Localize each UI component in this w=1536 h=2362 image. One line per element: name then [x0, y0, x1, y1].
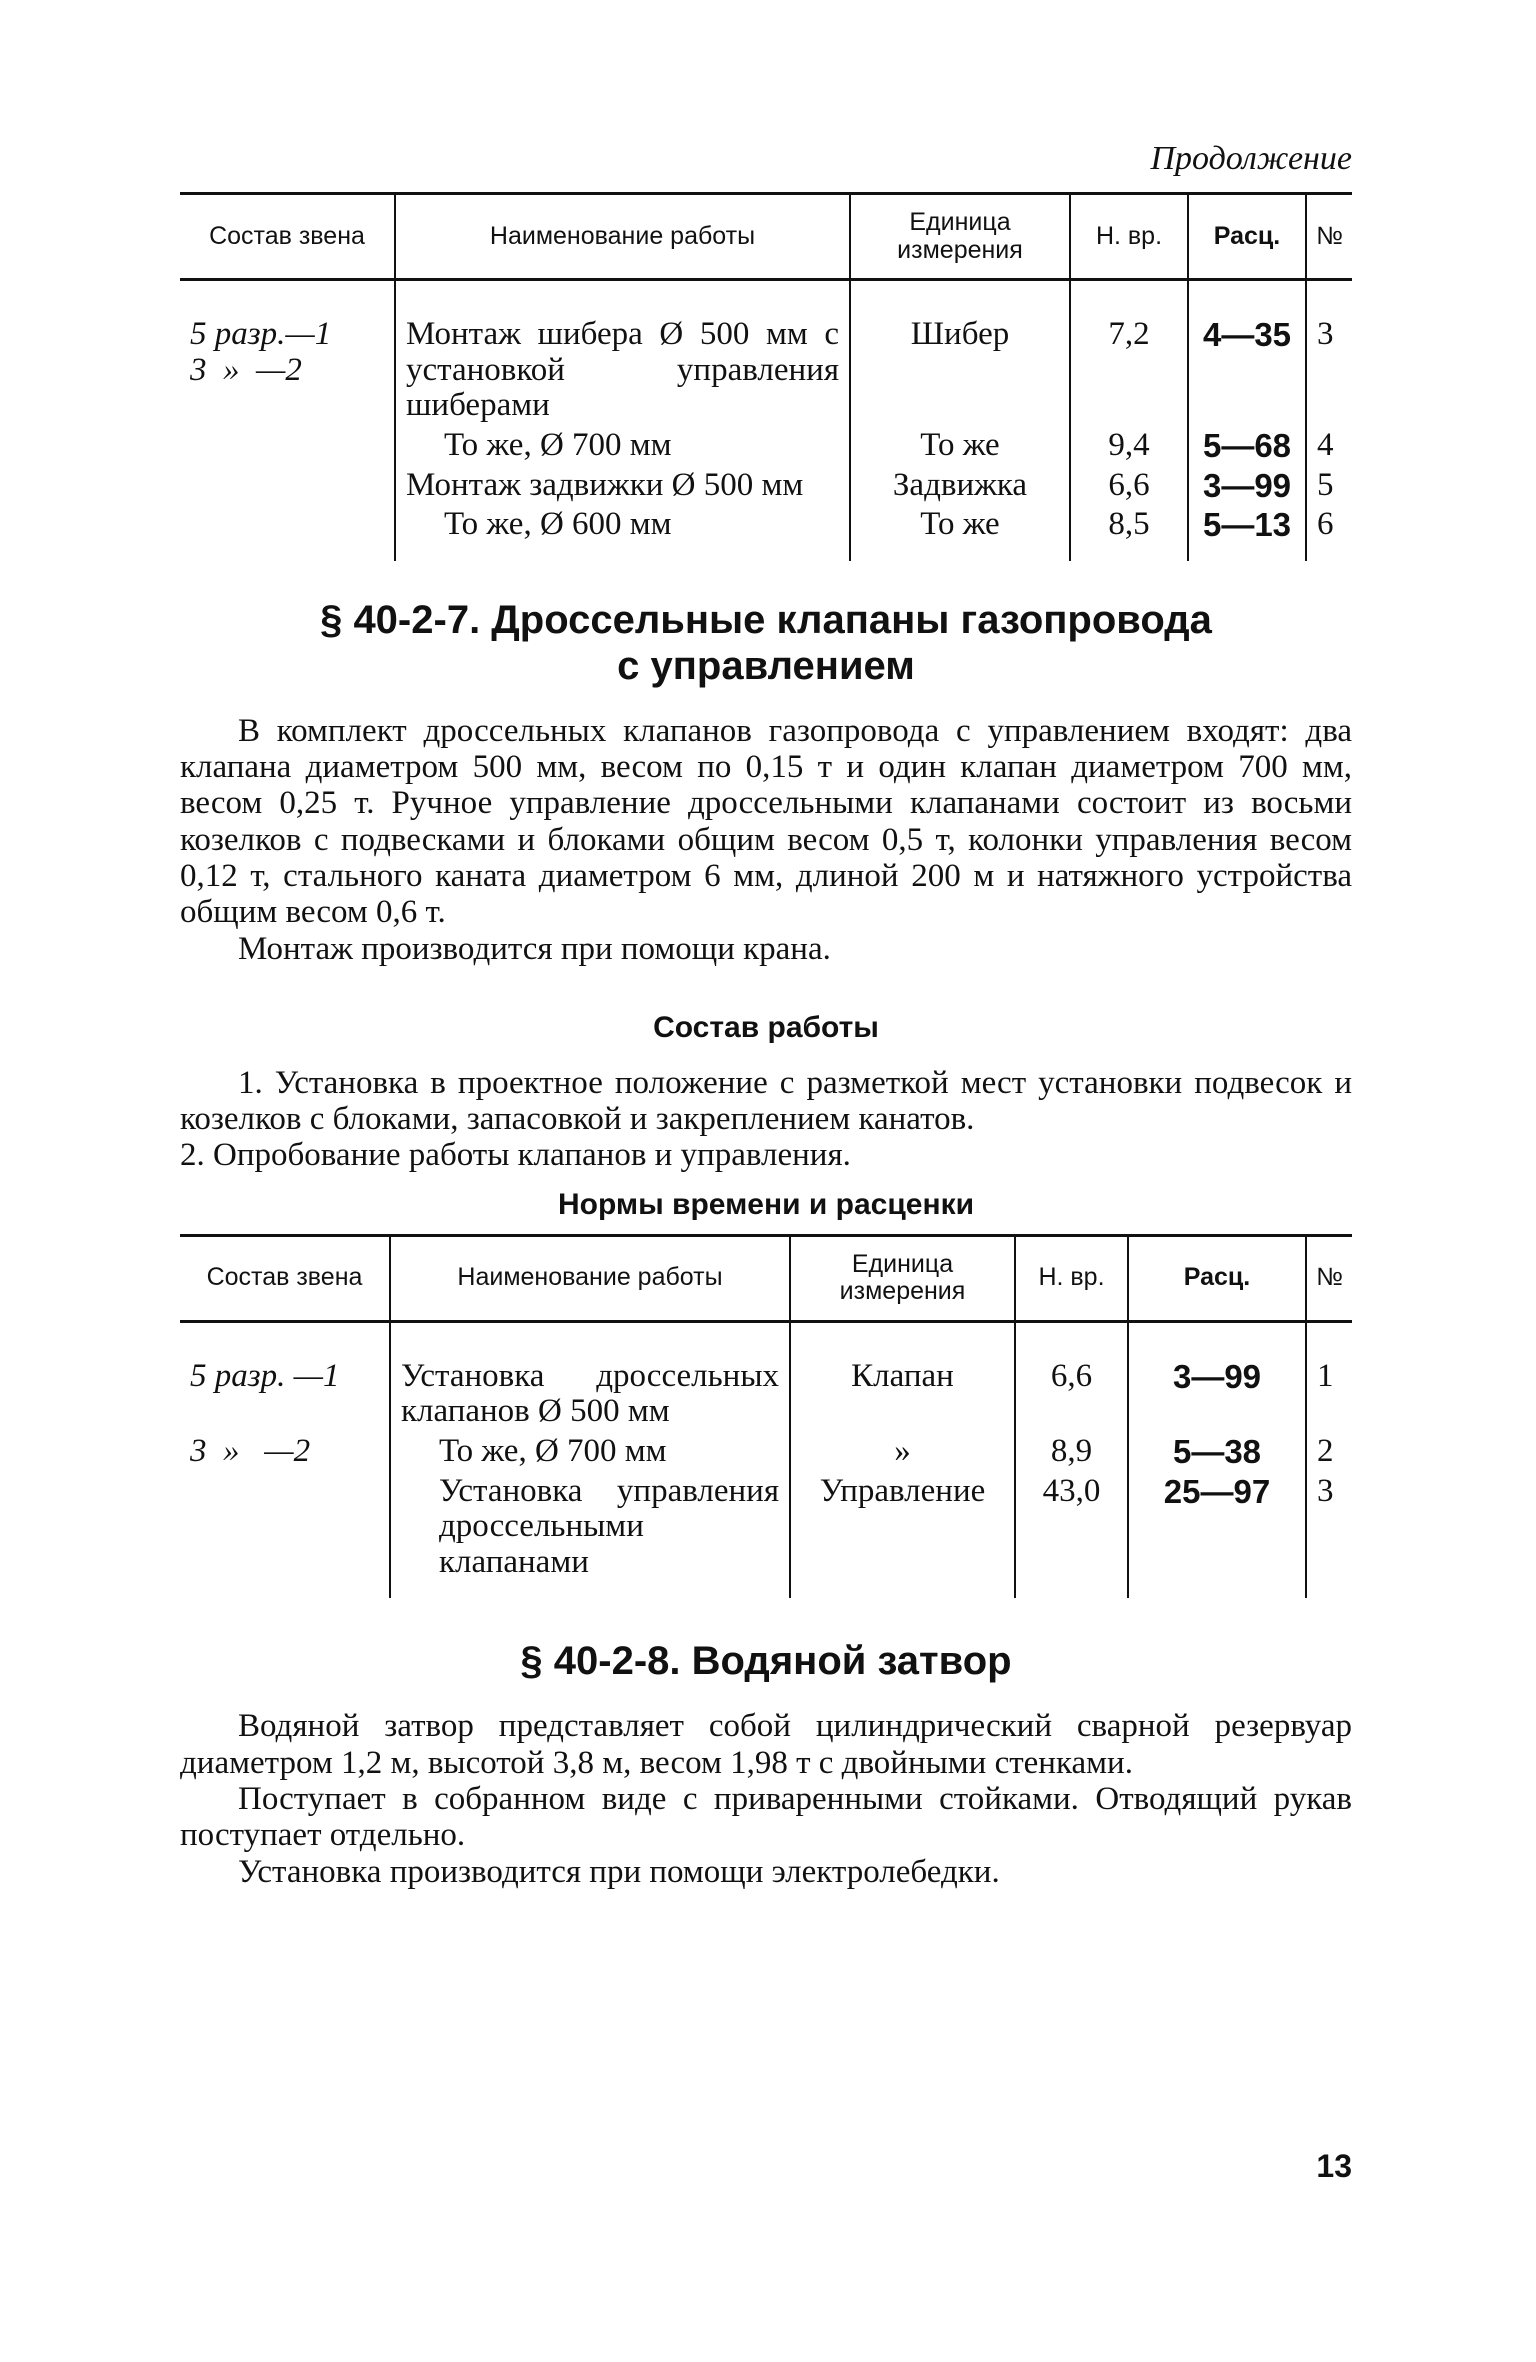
crew-cell: 5 разр. —1 — [180, 1321, 390, 1432]
work-name-cell: Установка управления дроссельными клапанами — [439, 1472, 779, 1580]
number-cell: 5 — [1317, 466, 1334, 503]
rate-cell: 3—99 — [1188, 466, 1306, 506]
page-number: 13 — [1316, 2148, 1352, 2184]
work-name-cell: Установка дроссельных клапанов Ø 500 мм — [390, 1321, 790, 1432]
number-cell: 4 — [1317, 426, 1334, 463]
crew-cell: 3 » —2 — [180, 1432, 390, 1472]
col-header-crew: Состав звена — [180, 1235, 390, 1321]
col-header-rate: Расц. — [1128, 1235, 1306, 1321]
norm-cell: 7,2 — [1070, 280, 1188, 426]
table-row — [180, 280, 1352, 426]
col-header-work-name: Наименование работы — [395, 194, 850, 280]
col-header-number: № — [1306, 1235, 1352, 1321]
norm-cell: 9,4 — [1070, 426, 1188, 466]
section-title-line-1: § 40-2-7. Дроссельные клапаны газопровода — [320, 597, 1212, 642]
section-paragraph: Водяной затвор представляет собой цилиндрический сварной резервуар диаметром 1,2 м, высотой 3,8 м, весом 1,98 т с двойными стенками. — [180, 1708, 1352, 1781]
norms-table-2 — [180, 1234, 1352, 1599]
table-header-row — [180, 1235, 1352, 1321]
norm-cell: 6,6 — [1015, 1321, 1128, 1432]
section-title-40-2-7 — [180, 597, 1352, 689]
work-item: 1. Установка в проектное положение с разметкой мест установки подвесок и козелков с блоками, запасовкой и закреплением канатов. — [180, 1064, 1352, 1138]
section-title-40-2-8: § 40-2-8. Водяной затвор — [520, 1639, 1012, 1684]
number-cell: 3 — [1317, 316, 1334, 352]
unit-cell: Клапан — [790, 1321, 1015, 1432]
rate-cell: 5—13 — [1188, 505, 1306, 561]
number-cell: 6 — [1317, 506, 1334, 543]
table-row — [180, 1321, 1352, 1432]
number-cell: 2 — [1317, 1432, 1334, 1469]
col-header-unit: Единица измерения — [850, 194, 1070, 280]
unit-cell: То же — [850, 505, 1070, 561]
work-name-cell: То же, Ø 700 мм — [444, 426, 672, 463]
table-header-row — [180, 194, 1352, 280]
unit-cell: Управление — [790, 1472, 1015, 1599]
crew-cell: 5 разр.—1 3 » —2 — [180, 280, 395, 561]
col-header-work-name: Наименование работы — [390, 1235, 790, 1321]
unit-cell: То же — [850, 426, 1070, 466]
rate-cell: 5—38 — [1128, 1432, 1306, 1472]
col-header-number: № — [1306, 194, 1352, 280]
norms-heading: Нормы времени и расценки — [557, 1187, 975, 1221]
col-header-rate: Расц. — [1188, 194, 1306, 280]
norms-table-1 — [180, 192, 1352, 561]
unit-cell: Шибер — [850, 280, 1070, 426]
page-content — [180, 140, 1352, 1890]
continuation-label: Продолжение — [1150, 140, 1352, 177]
rate-cell: 25—97 — [1128, 1472, 1306, 1599]
section-paragraph: Монтаж производится при помощи крана. — [238, 930, 831, 967]
work-name-cell: Монтаж задвижки Ø 500 мм — [395, 466, 850, 506]
rate-cell: 5—68 — [1188, 426, 1306, 466]
col-header-unit: Единица измерения — [790, 1235, 1015, 1321]
work-name-cell: То же, Ø 700 мм — [439, 1432, 667, 1469]
section-title-line-2: с управлением — [617, 643, 915, 688]
work-composition-heading: Состав работы — [653, 1010, 879, 1044]
norm-cell: 43,0 — [1015, 1472, 1128, 1599]
unit-cell: Задвижка — [850, 466, 1070, 506]
number-cell: 3 — [1317, 1472, 1334, 1509]
norm-cell: 8,9 — [1015, 1432, 1128, 1472]
section-paragraph: Поступает в собранном виде с приваренными стойками. Отводящий рукав поступает отдельно. — [180, 1781, 1352, 1854]
norm-cell: 8,5 — [1070, 505, 1188, 561]
col-header-norm: Н. вр. — [1070, 194, 1188, 280]
work-name-cell: Монтаж шибера Ø 500 мм с установкой управления шиберами — [395, 280, 850, 426]
col-header-norm: Н. вр. — [1015, 1235, 1128, 1321]
number-cell: 1 — [1317, 1357, 1334, 1394]
rate-cell: 3—99 — [1128, 1321, 1306, 1432]
table-row — [180, 1472, 1352, 1599]
work-name-cell: То же, Ø 600 мм — [444, 506, 672, 543]
work-item: 2. Опробование работы клапанов и управления. — [180, 1137, 851, 1174]
rate-cell: 4—35 — [1188, 280, 1306, 426]
unit-cell: » — [790, 1432, 1015, 1472]
col-header-crew: Состав звена — [180, 194, 395, 280]
section-paragraph: В комплект дроссельных клапанов газопровода с управлением входят: два клапана диаметром 500 мм, весом по 0,15 т и один клапан диаметром 700 мм, весом 0,25 т. Ручное управление дроссельными клапанами состоит из восьми козелков с подвесками и блоками общим весом 0,5 т, колонки управления весом 0,12 т, стального каната диаметром 6 мм, длиной 200 м и натяжного устройства общим весом 0,6 т. — [180, 712, 1352, 931]
table-row — [180, 1432, 1352, 1472]
section-paragraph: Установка производится при помощи электролебедки. — [238, 1853, 1000, 1890]
norm-cell: 6,6 — [1070, 466, 1188, 506]
